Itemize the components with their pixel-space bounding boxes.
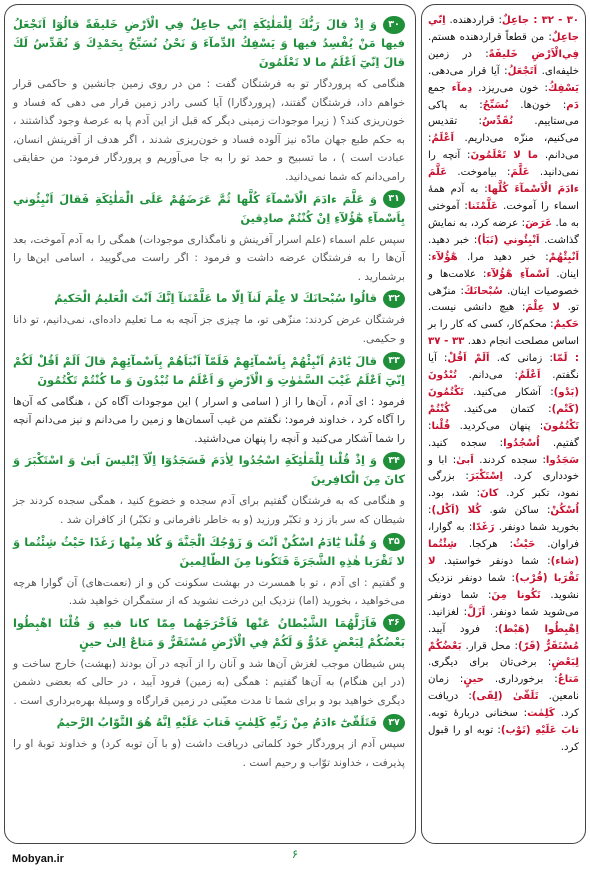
glossary-definition: : به گوارا، فراوان. [428,522,580,551]
glossary-term: قُلْنا [431,420,451,432]
glossary-term: اَبىٰ [456,454,474,466]
glossary-term: حَكيمٌ [553,319,579,331]
glossary-definition: : آنچه را نمی‌دانید. [428,150,579,179]
glossary-definition: : گفتیم. [428,420,579,449]
glossary-term: اَتَجْعَلُ [507,65,538,77]
verse-number-badge: ۳۰ [383,16,405,34]
glossary-term: عَلَّمَ [510,167,530,179]
glossary-definition: : عرضه کرد، به نمایش گذاشت. [428,217,579,246]
glossary-term: حَيْثُ [513,539,536,551]
glossary-definition: : آیا قرار می‌دهی. [428,65,508,77]
glossary-definition: : برخی‌تان برای دیگری. [428,657,552,669]
verse-text: وَ عَلَّمَ ءادَمَ الْاَسْمآءَ كُلَّها ثُمَّ عَرَضَهُمْ عَلَى الْمَلٰئِكَةِ فَقالَ اَنْبِئُوني بِاَسْمآءِ هٰٓؤُلآءِ اِنْ كُنْتُمْ صادِقينَ [13,191,405,225]
glossary-term: اِنّي جاعِلٌ [428,15,579,43]
verse-number-badge: ۳۶ [383,614,405,632]
verse-arabic [13,533,405,571]
glossary-term: عَلَّمَ ءادَمَ الْاَسْمآءَ كُلَّها [428,167,579,196]
glossary-term: لا عِلْمَ [525,302,561,314]
verse-translation: فرشتگان عرض کردند: منزّهی تو، ما چیزی جز آنچه به مـا تعلیم داده‌ای، نمی‌دانیم، تو دانا و حکیمی. [13,314,405,345]
glossary-term: نُقَدِّسُ [481,116,514,128]
glossary-definition: : فرود آیید. [428,623,499,635]
glossary-term: حينٍ [463,674,484,686]
glossary-definition: : بیاموخت. [447,167,511,179]
verse-text: وَ اِذْ قُلْنا لِلْمَلٰئِكَةِ اسْجُدُوا لِاٰدَمَ فَسَجَدُوٓا اِلّآ اِبْليسَ اَبىٰ وَ اسْتَكْبَرَ وَ كانَ مِنَ الْكافِرينَ [13,453,405,487]
glossary-term: اَلَمْ اَقُلْ [447,353,490,365]
glossary-term: هٰٓؤُلآء [431,251,458,263]
verse-arabic [13,614,405,652]
verse-text: فَاَزَلَّهُمَا الشَّيْطانُ عَنْها فَاَخْرَجَهُما مِمّا كانا فيهِ وَ قُلْنَا اهْبِطُوا بَعْضُكُمْ لِبَعْضٍ عَدُوٌّ وَ لَكُمْ فِي الْاَرْضِ مُسْتَقَرٌّ وَ مَتاعٌ اِلىٰ حينٍ [13,615,405,649]
glossary-definition: : سجده کردند. [473,454,546,466]
glossary-term: اَنْبِئْهُمْ [548,251,579,263]
glossary-definition: : هرکجا. [457,539,514,551]
glossary-definition: : سخنانی دربارهٔ توبه. [428,708,528,720]
verse-translation: فرمود : ای آدم ، آن‌ها را از ( اسامی و اسرار ) این موجودات آگاه کن ، هنگامی که آن‌ها را آگاه کرد ، خداوند فرمود: نگفتم من غیب آسمان‌ها و زمین را می‌دانم و نیز می‌دانم آنچه را شما آشکار می‌کنید و آنچه را پنهان می‌داشتید. [13,395,405,445]
glossary-definition: : محل قرار. [461,640,518,652]
glossary-definition: : ابا و خودداری کرد. [428,454,579,483]
verse-number-badge: ۳۵ [383,533,405,551]
glossary-definition: : تقدیس می‌کنیم، منزّه می‌داریم. [428,116,579,145]
verse-translation: پس شیطان موجب لغزش آن‌ها شد و آنان را از آنچه در آن بودند (بهشت) خارج ساخت و (در این هنگام) به آن‌ها گفتیم : همگی (به زمین) فرود آیید ، در حالی که بعضی دشمن دیگری خواهید بود و برای شما تا مدت معیّنی در زمین قرارگاه و وسیلهٔ بهره‌برداری است . [13,657,405,707]
glossary-definition: : خون‌ها. [508,99,567,111]
glossary-definition: : ساکن شو. [481,505,551,517]
glossary-definition: : سجده کنید. [428,437,504,449]
word-glossary [422,5,585,765]
glossary-definition: : در زمین خلیفه‌ای. [428,48,580,77]
glossary-definition: : زمانی که. [489,353,553,365]
page-number: ۶ [291,847,299,861]
verse-number-badge: ۳۷ [383,714,405,732]
glossary-definition: : دریافت کرد. [428,691,579,720]
glossary-term: دِمآء [451,82,473,94]
verses-and-translations [5,5,415,782]
glossary-definition: : می‌دانم. [456,370,518,382]
glossary-definition: : محکم‌کار، کسی که کار را بر اساس مصلحت انجام دهد. [428,319,579,348]
glossary-term: كَلِمٰت [527,708,555,720]
glossary-term: نُسَبِّحُ [482,99,509,111]
verse-translation: سپس آدم از پروردگار خود کلماتی دریافت داشت (و با آن توبه کرد) و خداوند توبهٔ او را پذیرفت ، خداوند توّاب و رحیم است . [13,738,405,770]
glossary-definition: : خبر دهید مرا. [457,251,549,263]
glossary-term: جاعِلٌ [501,15,530,26]
verse-translation: هنگامی که پروردگار تو به فرشتگان گفت : من در روی زمین جانشین و حاکمی قرار خواهم داد، فرشتگان گفتند، (پروردگارا) آیا کسی رادر زمین قرار می دهی که فساد و خون‌ریزی کند؟ ( زیرا موجودات زمینی دیگر که قبل از این آدم پا به عرصهٔ وجود گذاشتند ، به حکم طبع جهان مادّه نیز آلوده فساد و خون‌ریزی شدند ، اگر هدف از آفرینش انسان، عبادت است ) ، ما تسبیح و حمد تو را به جا می‌آوریم و پروردگار فرمود: من حقایقی رامی‌دانم که شما نمی‌دانید. [13,78,405,183]
glossary-definition: : شما دونفر می‌شوید شما دونفر. [428,589,579,618]
glossary-term: مَتاعٌ [557,674,579,686]
glossary-definition: : می‌دانم. [428,133,579,162]
glossary-term: اَزَلَّ [467,606,486,618]
glossary-term: يَسْفِكُ [547,82,579,94]
glossary-definition: : شما دونفر خواستید. [435,556,551,567]
verse-translation: سپس علم اسماء (علم اسرار آفرینش و نامگذاری موجودات) همگی را به آدم آموخت، بعد آن‌ها را به فرشتگان عرضه داشت و فرمود : اگر راست می‌گویید ، اسامی این‌ها را برشمارید . [13,233,405,283]
verse-translation: و هنگامی که به فرشتگان گفتیم برای آدم سجده و خضوع کنید ، همگی سجده کردند جز شیطان که سر باز زد و تکبّر ورزید (و به خاطر نافرمانی و تکبّر) از کافران شد . [13,495,405,526]
glossary-term: اَعْلَمُ [431,133,455,145]
glossary-definition: : توبه او را قبول کرد. [428,725,579,753]
glossary-term: فِي‌الْاَرْضِ خَليفَةً [488,48,579,60]
site-watermark[interactable]: Mobyan.ir [12,853,64,865]
verse-text: قالَ يٰٓادَمُ اَنْبِئْهُمْ بِاَسْمآئِهِمْ فَلَمّآ اَنْبَاَهُمْ بِاَسْمآئِهِمْ قالَ اَلَمْ اَقُلْ لَكُمْ اِنّيٓ اَعْلَمُ غَيْبَ السَّمٰوٰتِ وَ الْاَرْضِ وَ اَعْلَمُ ما تُبْدُونَ وَ ما كُنْتُمْ تَكْتُمُونَ [13,353,405,387]
glossary-term: تَكُونا مِنَ [491,589,541,601]
glossary-definition: : قراردهنده. [445,15,502,26]
verse-text: قالُوا سُبْحانَكَ لا عِلْمَ لَنآ اِلّا ما عَلَّمْتَنآ اِنَّكَ اَنْتَ الْعَليمُ الْحَكيمُ [54,291,377,306]
verse-text: وَ قُلْنا يٰٓادَمُ اسْكُنْ اَنْتَ وَ زَوْجُكَ الْجَنَّةَ وَ كُلا مِنْها رَغَدًا حَيْثُ شِئْتُما وَ لا تَقْرَبا هٰذِهِ الشَّجَرَةَ فَتَكُونا مِنَ الظّالِمينَ [13,534,405,568]
glossary-term: اُسْكُنْ [550,505,579,517]
glossary-definition: : زمان نامعین. [428,674,579,703]
glossary-term: اِسْتَكْبَرَ [468,471,503,483]
verse-arabic [13,289,405,308]
glossary-definition: : خون می‌ریزد. [472,82,548,94]
glossary-term: ما لا تَعْلَمُونَ [470,150,539,162]
glossary-definition: : به پاکی می‌ستاییم. [428,99,579,128]
glossary-term: لا تَقْرَبا (قُرْب) [428,556,579,584]
verse-arabic [13,190,405,228]
glossary-definition: : منزّهی تو. [428,285,579,314]
verse-arabic [13,451,405,489]
glossary-definition: : پنهان می‌کردید. [450,420,544,432]
glossary-definition: : علامت‌ها و خصوصیات اینان. [428,268,579,297]
glossary-term: اَسْمآءِ هٰٓؤُلآء [486,268,550,280]
glossary-term: سَجَدُوا [545,454,579,466]
verse-text: فَتَلَقّىٰٓ ءادَمُ مِنْ رَبِّهِ كَلِمٰتٍ فَتابَ عَلَيْهِ اِنَّهُ هُوَ التَّوّابُ الرَّحيمُ [56,715,377,730]
glossary-term: شِئْتُما (شاء) [428,539,579,567]
glossary-definition: : هیچ دانشی نیست. [428,302,526,314]
glossary-definition: : بزرگی نمود، تکبر کرد. [428,471,579,500]
glossary-term: دَم [566,99,579,111]
verse-arabic [13,352,405,390]
glossary-term: لَمّا [552,353,568,365]
verse-text: وَ اِذْ قالَ رَبُّكَ لِلْمَلٰئِكَةِ اِنّي جاعِلٌ فِي الْاَرْضِ خَليفَةً قالُوٓا اَتَجْعَلُ فيها مَنْ يُفْسِدُ فيها وَ يَسْفِكُ الدِّمآءَ وَ نَحْنُ نُسَبِّحُ بِحَمْدِكَ وَ نُقَدِّسُ لَكَ قالَ اِنّيٓ اَعْلَمُ ما لا تَعْلَمُونَ [13,17,405,69]
glossary-term: مُسْتَقَرٌّ (قَرّ) [517,640,580,652]
glossary-definition: : شما دونفر نزدیک نشوید. [428,572,579,601]
glossary-definition: : آشکار می‌کنید. [463,386,554,398]
glossary-term: كُلا (اَكْل) [431,505,482,517]
verse-number-badge: ۳۳ [383,352,405,370]
glossary-definition: : اینان. [428,251,579,280]
verse-translation: و گفتیم : ای آدم ، تو با همسرت در بهشت سکونت کن و از (نعمت‌های) آن گوارا هرچه می‌خواهید ، بخورید (اما) نزدیک این درخت نشوید که از ستمگران خواهید شد. [13,576,405,608]
glossary-term: اِهْبِطُوا (هَبْط) [498,623,579,635]
verse-range: ۳۳ - ۳۷ : [428,336,579,365]
glossary-definition: : کتمان می‌کنید. [450,403,552,415]
glossary-term: تُبْدُونَ (بَدْو) [428,370,579,398]
glossary-term: عَرَضَ [525,217,553,229]
glossary-term: عَلَّمْتَنا [467,200,498,212]
glossary-definition: : آیا نگفتم. [428,353,579,382]
glossary-definition: : به آدم همهٔ اسماء را آموخت. [428,184,579,212]
glossary-panel [421,4,586,844]
glossary-term: اُسْجُدُوا [503,437,540,449]
glossary-term: كُنْتُمْ تَكْتُمُونَ [428,403,579,432]
verse-number-badge: ۳۴ [383,452,405,470]
glossary-term: اَنْبِئُوني (نَبَأ) [477,234,540,246]
glossary-definition: : آموختی به ما. [428,200,580,229]
glossary-definition: : من قطعاً قراردهنده هستم. [428,31,552,43]
glossary-term: تابَ عَلَيْهِ (تَوْب) [500,725,579,737]
glossary-definition: : شد، بود. [428,488,481,500]
verse-range: ۳۰ - ۳۲ : [529,15,579,26]
glossary-definition: : بخورید شما دونفر. [428,505,579,534]
glossary-term: سُبْحانَكَ [463,285,503,297]
glossary-definition: : برخورداری. [484,674,558,686]
glossary-term: تَلَقّىٰ (لِقَی) [471,691,539,703]
glossary-term: اَعْلَمُ [517,370,541,382]
verse-arabic [13,15,405,72]
verse-arabic [13,713,405,732]
main-text-panel [4,4,416,844]
glossary-definition: : خبر دهید. [428,234,478,246]
glossary-term: بَعْضُكُمْ لِبَعْضٍ [428,640,579,669]
verse-number-badge: ۳۲ [383,290,405,308]
glossary-term: كانَ [480,488,499,500]
glossary-definition: : لغزانید. [428,606,468,618]
glossary-term: رَغَدًا [472,522,495,534]
glossary-term: تَكْتُمُونَ (كَتْم) [428,386,579,415]
glossary-definition: جمع [428,82,452,94]
verse-number-badge: ۳۱ [383,190,405,208]
